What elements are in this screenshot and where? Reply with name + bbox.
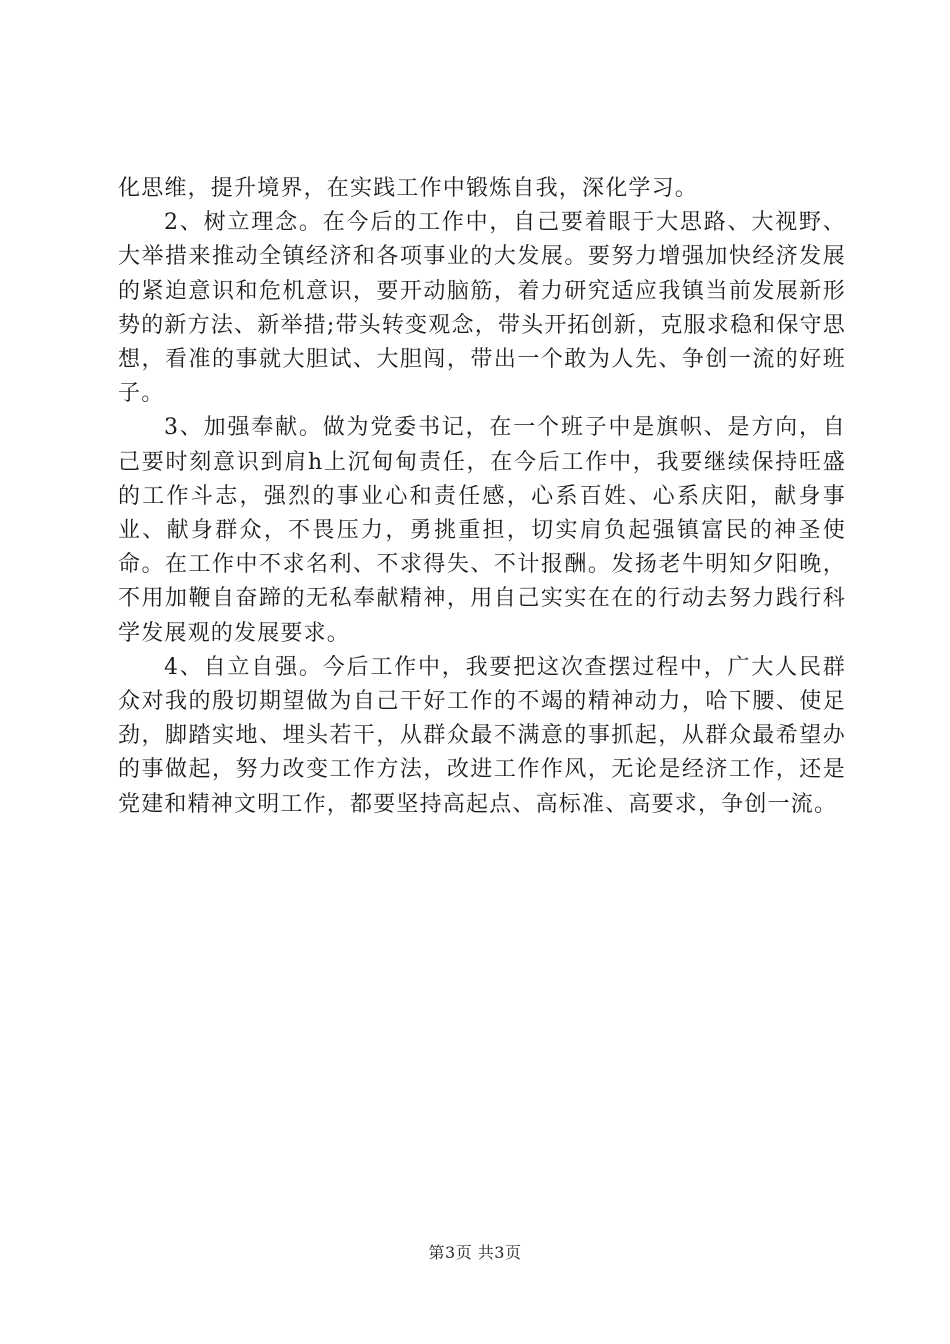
paragraph-continuation: 化思维，提升境界，在实践工作中锻炼自我，深化学习。 bbox=[118, 176, 699, 201]
paragraph-establish-concept: 2、树立理念。在今后的工作中，自己要着眼于大思路、大视野、大举措来推动全镇经济和各项事业的大发展。要努力增强加快经济发展的紧迫意识和危机意识，要开动脑筋，着力研究适应我镇当前发展新形势的新方法、新举措;带头转变观念，带头开拓创新，克服求稳和保守思想，看准的事就大胆试、大胆闯，带出一个敢为人先、争创一流的好班子。 bbox=[118, 210, 846, 407]
paragraph-strengthen-dedication: 3、加强奉献。做为党委书记，在一个班子中是旗帜、是方向，自己要时刻意识到肩h上沉甸甸责任，在今后工作中，我要继续保持旺盛的工作斗志，强烈的事业心和责任感，心系百姓、心系庆阳，献身事业、献身群众，不畏压力，勇挑重担，切实肩负起强镇富民的神圣使命。在工作中不求名利、不求得失、不计报酬。发扬老牛明知夕阳晚，不用加鞭自奋蹄的无私奉献精神，用自己实实在在的行动去努力践行科学发展观的发展要求。 bbox=[118, 415, 846, 646]
document-body bbox=[118, 172, 846, 822]
page-number-footer: 第3页 共3页 bbox=[428, 1243, 522, 1262]
paragraph-self-reliance: 4、自立自强。今后工作中，我要把这次查摆过程中，广大人民群众对我的殷切期望做为自己干好工作的不竭的精神动力，哈下腰、使足劲，脚踏实地、埋头若干，从群众最不满意的事抓起，从群众最希望办的事做起，努力改变工作方法，改进工作作风，无论是经济工作，还是党建和精神文明工作，都要坚持高起点、高标准、高要求，争创一流。 bbox=[118, 654, 846, 817]
